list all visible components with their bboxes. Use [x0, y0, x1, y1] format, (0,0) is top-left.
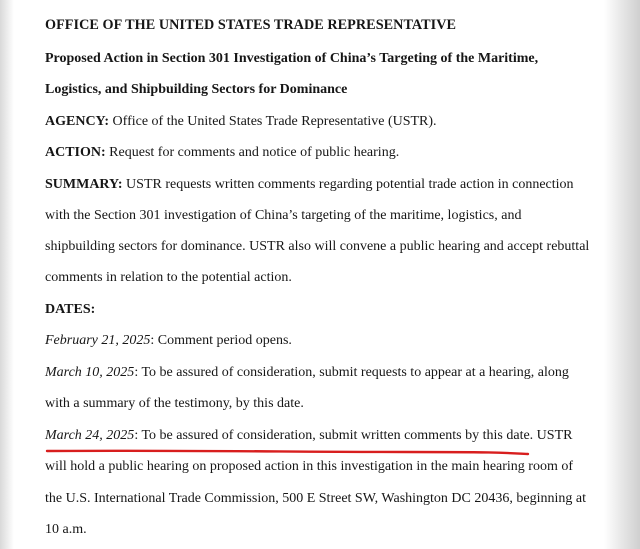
agency-text: Office of the United States Trade Representative (USTR).: [109, 114, 437, 129]
heading-line-1: Proposed Action in Section 301 Investigation of China’s Targeting of the Maritime,: [45, 51, 539, 66]
date-1-entry: [45, 332, 292, 350]
heading-line-2: Logistics, and Shipbuilding Sectors for Dominance: [45, 82, 348, 97]
action-paragraph: [45, 144, 399, 162]
date-3-line-2: will hold a public hearing on proposed action in this investigation in the main hearing room of: [45, 459, 574, 474]
agency-label: AGENCY:: [45, 114, 110, 129]
summary-text-1: USTR requests written comments regarding potential trade action in connection: [122, 177, 574, 192]
date-1-text: : Comment period opens.: [150, 333, 292, 348]
action-label: ACTION:: [45, 145, 106, 160]
date-2: March 10, 2025: [45, 365, 135, 380]
date-3-text-1: : To be assured of consideration, submit written comments by this date. USTR: [134, 428, 573, 443]
date-3-entry: [45, 427, 572, 445]
date-2-entry: [45, 364, 569, 382]
date-3-line-4: 10 a.m.: [45, 522, 87, 537]
summary-line-2: with the Section 301 investigation of China’s targeting of the maritime, logistics, and: [45, 208, 522, 223]
date-2-line-2: with a summary of the testimony, by this date.: [45, 396, 304, 411]
summary-line-3: shipbuilding sectors for dominance. USTR also will convene a public hearing and accept rebuttal: [45, 239, 590, 254]
summary-line-4: comments in relation to the potential action.: [45, 270, 292, 285]
agency-paragraph: [45, 113, 437, 131]
date-1: February 21, 2025: [45, 333, 151, 348]
dates-label: DATES:: [45, 302, 96, 317]
page-shadow-left: [0, 0, 14, 549]
date-3: March 24, 2025: [45, 428, 135, 443]
page-shadow-right: [604, 0, 640, 549]
summary-line-1: [45, 176, 574, 194]
action-text: Request for comments and notice of public hearing.: [105, 145, 400, 160]
date-2-text-1: : To be assured of consideration, submit requests to appear at a hearing, along: [134, 365, 569, 380]
summary-label: SUMMARY:: [45, 177, 123, 192]
date-3-line-3: the U.S. International Trade Commission, 500 E Street SW, Washington DC 20436, beginning at: [45, 491, 586, 506]
office-title: OFFICE OF THE UNITED STATES TRADE REPRESENTATIVE: [45, 17, 457, 33]
